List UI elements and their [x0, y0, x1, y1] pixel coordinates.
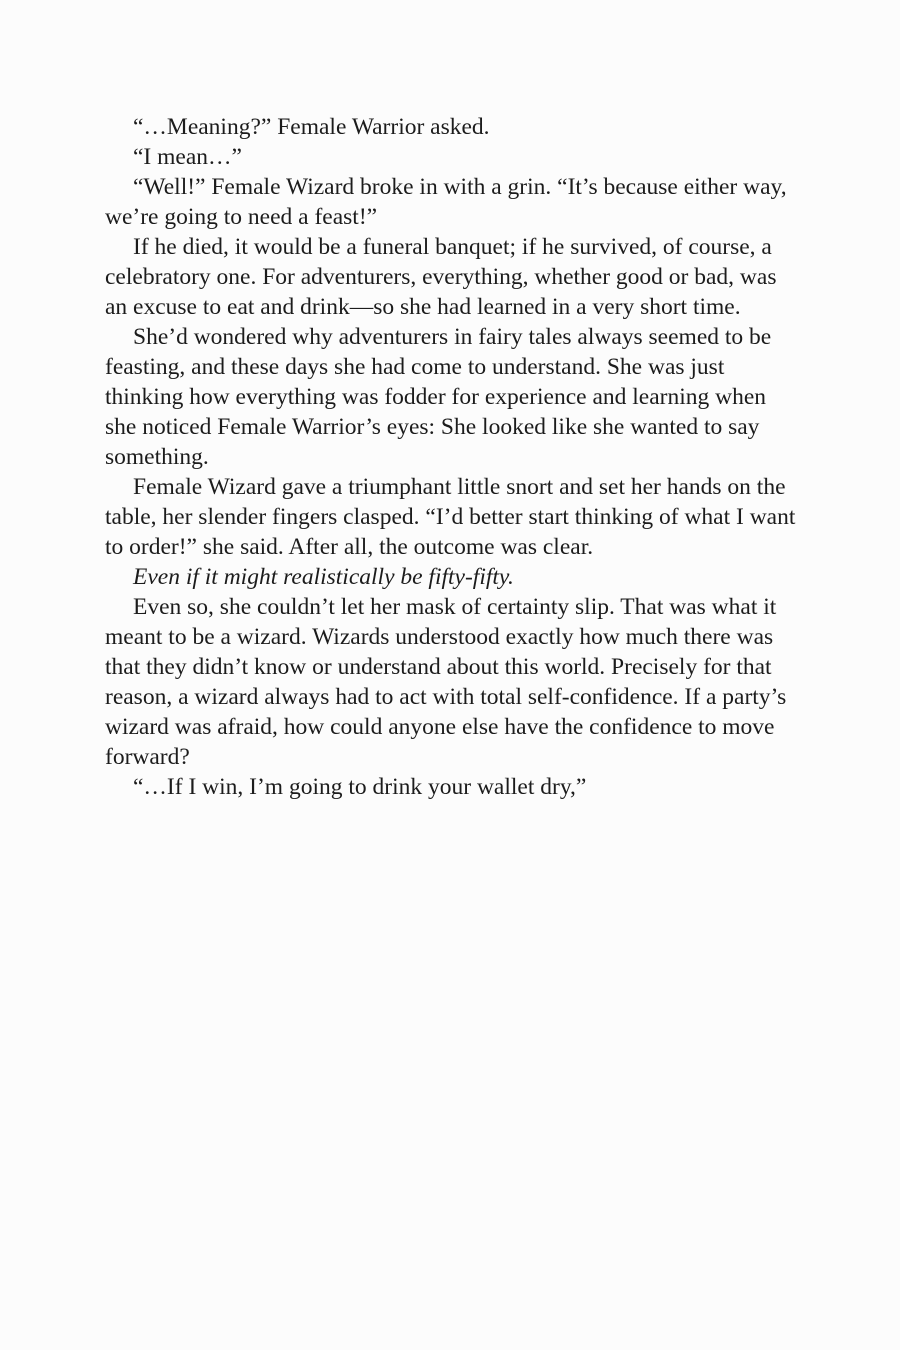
paragraph: If he died, it would be a funeral banquet; if he survived, of course, a celebratory one. For adventurers, everything, whether good or bad, was an excuse to eat and drink—so she had learned in a very short time. [105, 234, 777, 320]
paragraph: “…If I win, I’m going to drink your wallet dry,” [133, 774, 587, 800]
paragraph: She’d wondered why adventurers in fairy tales always seemed to be feasting, and these days she had come to understand. She was just thinking how everything was fodder for experience and learning when she noticed Female Warrior’s eyes: She looked like she wanted to say something. [105, 324, 772, 470]
paragraph: “I mean…” [133, 144, 242, 170]
paragraph: Even if it might realistically be fifty-fifty. [133, 564, 514, 590]
paragraph: Female Wizard gave a triumphant little snort and set her hands on the table, her slender fingers clasped. “I’d better start thinking of what I want to order!” she said. After all, the outcome was clear. [105, 474, 796, 560]
paragraph: Even so, she couldn’t let her mask of certainty slip. That was what it meant to be a wizard. Wizards understood exactly how much there was that they didn’t know or understand about this world. Precisely for that reason, a wizard always had to act with total self-confidence. If a party’s wizard was afraid, how could anyone else have the confidence to move forward? [105, 594, 787, 770]
paragraph: “…Meaning?” Female Warrior asked. [133, 114, 490, 140]
text-block [105, 112, 797, 802]
paragraph: “Well!” Female Wizard broke in with a grin. “It’s because either way, we’re going to need a feast!” [105, 174, 787, 230]
